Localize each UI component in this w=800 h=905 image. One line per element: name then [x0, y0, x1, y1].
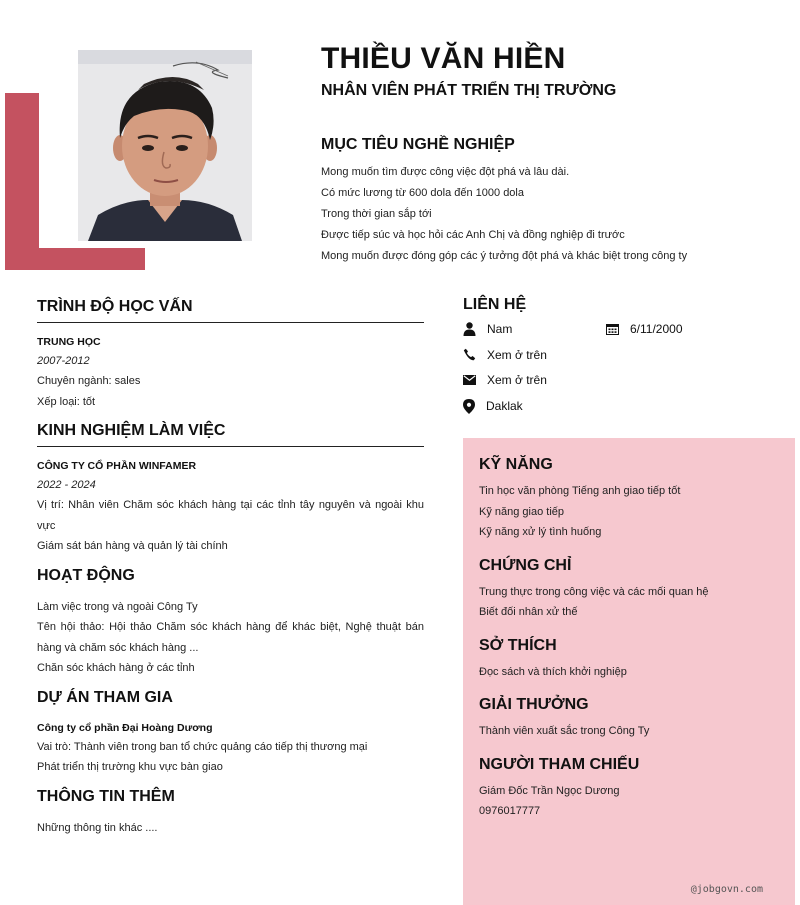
job-title: NHÂN VIÊN PHÁT TRIỂN THỊ TRƯỜNG — [321, 82, 617, 99]
objective-line: Mong muốn tìm được công việc đột phá và lâu dài. — [321, 166, 570, 178]
skills-heading: KỸ NĂNG — [479, 456, 553, 473]
experience-heading: KINH NGHIỆM LÀM VIỆC — [37, 422, 424, 447]
activities-heading: HOẠT ĐỘNG — [37, 566, 135, 584]
projects-section — [37, 689, 424, 778]
awards-section — [479, 696, 779, 742]
more-info-section — [37, 788, 424, 839]
experience-section — [37, 422, 424, 557]
decorative-bar-horizontal — [5, 248, 145, 270]
decorative-bar-vertical — [5, 93, 39, 270]
skill-line: Kỹ năng giao tiếp — [479, 505, 565, 518]
hobby-line: Đọc sách và thích khởi nghiệp — [479, 665, 627, 678]
company-name: CÔNG TY CỔ PHẦN WINFAMER — [37, 460, 197, 472]
activity-line: Chăn sóc khách hàng ở các tỉnh — [37, 662, 195, 674]
skill-line: Tin học văn phòng Tiếng anh giao tiếp tốt — [479, 485, 681, 497]
person-icon — [463, 322, 476, 336]
contact-row — [463, 373, 793, 399]
activity-line: Làm việc trong và ngoài Công Ty — [37, 600, 198, 613]
certificates-heading: CHỨNG CHỈ — [479, 556, 572, 574]
project-line: Vai trò: Thành viên trong ban tổ chức quảng cáo tiếp thị thương mại — [37, 740, 368, 753]
experience-period: 2022 - 2024 — [37, 479, 96, 491]
skills-section — [479, 456, 779, 543]
gender-value: Nam — [487, 322, 513, 336]
gender-item — [463, 322, 512, 336]
activity-line: Tên hội thảo: Hội thảo Chăm sóc khách hàng để khác biệt, Nghệ thuật bán hàng và chăm sóc khách hàng ... — [37, 621, 424, 654]
phone-value: Xem ở trên — [487, 347, 547, 362]
project-name: Công ty cổ phần Đại Hoàng Dương — [37, 721, 213, 734]
objective-line: Mong muốn được đóng góp các ý tưởng đột phá và khác biệt trong công ty — [321, 250, 688, 262]
references-heading: NGƯỜI THAM CHIẾU — [479, 755, 640, 773]
right-panel — [463, 438, 795, 905]
career-objective — [321, 136, 791, 267]
hobbies-section — [479, 637, 779, 683]
reference-line: 0976017777 — [479, 805, 541, 817]
location-pin-icon — [463, 399, 475, 414]
objective-line: Được tiếp súc và học hỏi các Anh Chị và đồng nghiệp đi trước — [321, 229, 625, 241]
projects-heading: DỰ ÁN THAM GIA — [37, 688, 173, 706]
certificates-section — [479, 557, 779, 623]
activities-section — [37, 567, 424, 679]
education-heading: TRÌNH ĐỘ HỌC VẤN — [37, 298, 424, 323]
school-name: TRUNG HỌC — [37, 336, 101, 348]
email-value: Xem ở trên — [487, 373, 547, 387]
contact-row — [463, 399, 793, 425]
references-section — [479, 756, 779, 822]
objective-line: Có mức lương từ 600 dola đến 1000 dola — [321, 187, 524, 199]
more-info-heading: THÔNG TIN THÊM — [37, 787, 175, 805]
skill-line: Kỹ năng xử lý tình huống — [479, 526, 602, 538]
contact-row — [463, 348, 793, 374]
birthday-value: 6/11/2000 — [630, 322, 683, 336]
phone-item[interactable] — [463, 348, 547, 362]
certificate-line: Trung thực trong công việc và các mối quan hệ — [479, 585, 709, 598]
award-line: Thành viên xuất sắc trong Công Ty — [479, 725, 650, 737]
education-section — [37, 298, 424, 412]
mail-icon — [463, 375, 476, 385]
watermark: @jobgovn.com — [690, 884, 763, 895]
hobbies-heading: SỞ THÍCH — [479, 636, 557, 654]
contact-section — [463, 296, 793, 424]
calendar-icon — [606, 323, 619, 335]
more-info-text: Những thông tin khác .... — [37, 821, 158, 834]
reference-line: Giám Đốc Trần Ngọc Dương — [479, 784, 620, 797]
profile-photo — [78, 50, 252, 241]
awards-heading: GIẢI THƯỞNG — [479, 696, 589, 713]
email-item[interactable] — [463, 373, 547, 387]
contact-heading: LIÊN HỆ — [463, 296, 527, 313]
address-item — [463, 399, 523, 414]
objective-line: Trong thời gian sắp tới — [321, 208, 432, 220]
education-period: 2007-2012 — [37, 355, 90, 367]
address-value: Daklak — [486, 399, 523, 413]
left-column — [37, 298, 424, 848]
candidate-name: THIỀU VĂN HIỀN — [321, 42, 566, 75]
education-grade: Xếp loại: tốt — [37, 395, 96, 408]
experience-line: Vị trí: Nhân viên Chăm sóc khách hàng tại các tỉnh tây nguyên và ngoài khu vực — [37, 499, 424, 532]
phone-icon — [463, 348, 476, 361]
certificate-line: Biết đối nhân xử thế — [479, 606, 578, 618]
birthday-item — [606, 322, 683, 336]
education-major: Chuyên ngành: sales — [37, 375, 141, 387]
objective-heading: MỤC TIÊU NGHỀ NGHIỆP — [321, 136, 515, 153]
experience-line: Giám sát bán hàng và quản lý tài chính — [37, 540, 228, 552]
contact-row — [463, 322, 793, 348]
project-line: Phát triển thị trường khu vực bàn giao — [37, 761, 223, 773]
